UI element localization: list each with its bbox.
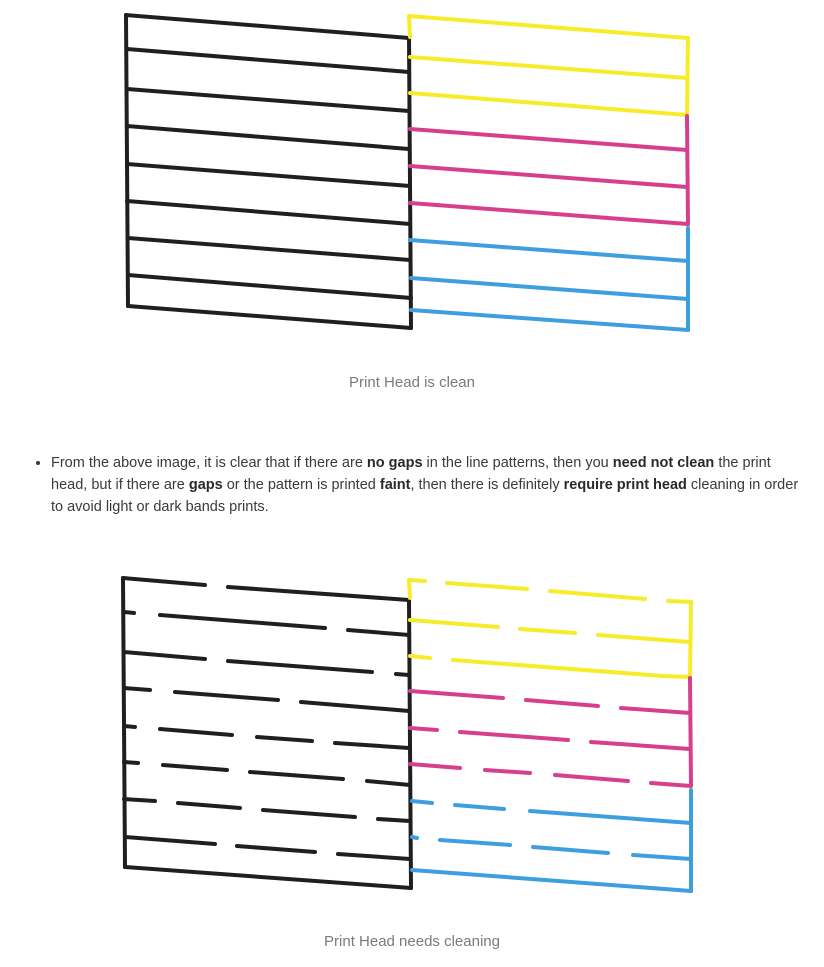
explanation-bullet-list: [30, 452, 800, 518]
figure-caption-clean: Print Head is clean: [349, 374, 475, 391]
nozzle-pattern-dirty-figure: [0, 570, 824, 900]
bold-faint: faint: [379, 477, 411, 493]
bold-no-gaps: no gaps: [366, 455, 423, 471]
nozzle-pattern-clean-image: [0, 0, 824, 340]
bold-require-print-head: require print head: [563, 477, 687, 493]
nozzle-pattern-clean-figure: [0, 0, 824, 340]
explanation-bullet-item: • From the above image, it is clear that if there are no gaps in the line patterns, then you need not clean the print head, but if there are gaps or the pattern is printed faint, then there is definitely require print head cleaning in order to avoid light or dark bands prints.: [51, 452, 800, 518]
bold-need-not-clean: need not clean: [612, 455, 715, 471]
nozzle-pattern-dirty-image: [0, 570, 824, 900]
figure-caption-dirty: Print Head needs cleaning: [324, 933, 500, 950]
bold-gaps: gaps: [188, 477, 223, 493]
